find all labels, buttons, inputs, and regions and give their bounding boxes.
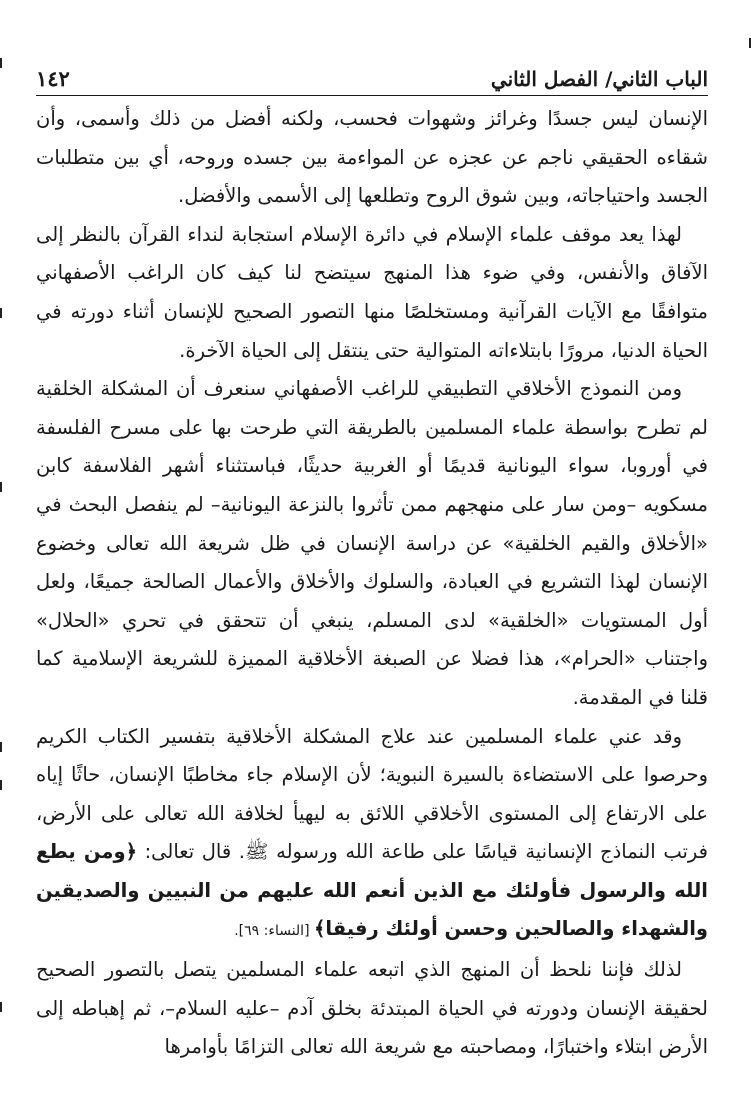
paragraph: ومن النموذج الأخلاقي التطبيقي للراغب الأصفهاني سنعرف أن المشكلة الخلقية لم تطرح بواسطة علماء المسلمين بالطريقة التي طرحت بها على مسرح الفلسفة في أوروبا، سواء اليونانية قديمًا أو الغربية حديثًا، فباستثناء أشهر الفلاسفة كابن مسكويه –ومن سار على منهجهم ممن تأثروا بالنزعة اليونانية– لم ينفصل البحث في «الأخلاق والقيم الخلقية» عن دراسة الإنسان في ظل شريعة الله تعالى وخضوع الإنسان لهذا التشريع في العبادة، والسلوك والأخلاق والأعمال الصالحة جميعًا، ولعل أول المستويات «الخلقية» لدى المسلم، ينبغي أن تتحقق في تحري «الحلال» واجتناب «الحرام»، هذا فضلا عن الصبغة الأخلاقية المميزة للشريعة الإسلامية كما قلنا في المقدمة.: [36, 377, 708, 709]
margin-mark: [0, 58, 2, 68]
margin-mark: [0, 308, 2, 318]
margin-mark: [0, 742, 2, 752]
margin-mark: [0, 780, 2, 790]
chapter-title: الباب الثاني/ الفصل الثاني: [490, 67, 708, 91]
running-header: [36, 52, 708, 96]
page-body: [36, 100, 708, 1067]
margin-mark: [0, 482, 2, 492]
verse-reference: [النساء: ٦٩].: [234, 923, 314, 940]
paragraph: لذلك فإننا نلحظ أن المنهج الذي اتبعه علماء المسلمين يتصل بالتصور الصحيح لحقيقة الإنسان ودورته في الحياة المبتدئة بخلق آدم –عليه السلام–، ثم إهباطه إلى الأرض ابتلاء واختبارًا، ومصاحبته مع شريعة الله تعالى التزامًا بأوامرها: [36, 958, 708, 1059]
paragraph: لهذا يعد موقف علماء الإسلام في دائرة الإسلام استجابة لنداء القرآن بالنظر إلى الآفاق والأنفس، وفي ضوء هذا المنهج سيتضح لنا كيف كان الراغب الأصفهاني متوافقًا مع الآيات القرآنية ومستخلصًا منها التصور الصحيح للإنسان أثناء دورته في الحياة الدنيا، مرورًا بابتلاءاته المتوالية حتى ينتقل إلى الحياة الآخرة.: [36, 222, 708, 362]
paragraph: الإنسان ليس جسدًا وغرائز وشهوات فحسب، ولكنه أفضل من ذلك وأسمى، وأن شقاءه الحقيقي ناجم عن عجزه عن المواءمة بين جسده وروحه، أي بين متطلبات الجسد واحتياجاته، وبين شوق الروح وتطلعها إلى الأسمى والأفضل.: [36, 107, 708, 208]
paragraph-text: وقد عني علماء المسلمين عند علاج المشكلة الأخلاقية بتفسير الكتاب الكريم وحرصوا على الاستضاءة بالسيرة النبوية؛ لأن الإسلام جاء مخاطبًا الإنسان، حاثًا إياه على الارتفاع إلى المستوى الأخلاقي اللائق به ليهيأ لخلافة الله تعالى على الأرض، فرتب النماذج الإنسانية قياسًا على طاعة الله ورسوله ﷺ. قال تعالى:: [36, 724, 708, 864]
quran-verse: ﴿ومن يطع الله والرسول فأولئك مع الذين أنعم الله عليهم من النبيين والصديقين والشهداء والصالحين وحسن أولئك رفيقا﴾: [36, 840, 708, 941]
page-number: ١٤٢: [36, 66, 70, 91]
margin-mark: [0, 1002, 2, 1012]
paragraph: [36, 718, 708, 952]
